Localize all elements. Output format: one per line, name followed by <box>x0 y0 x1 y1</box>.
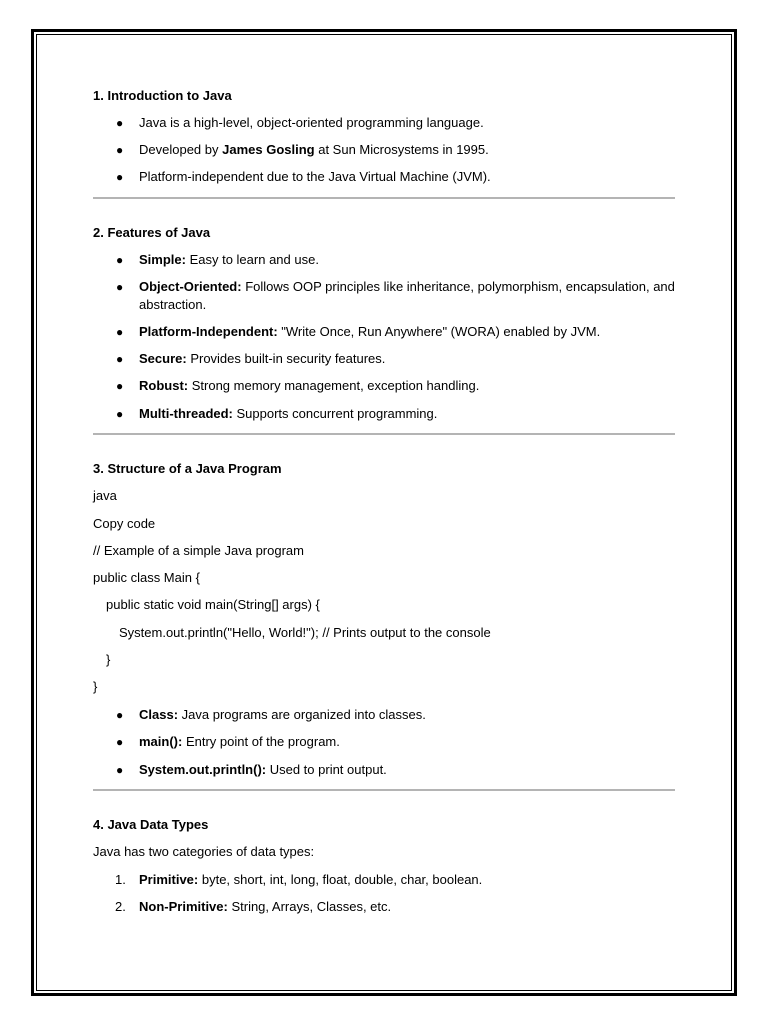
list-item <box>139 871 675 889</box>
bullet-icon: ● <box>116 253 124 267</box>
list-item-text: Developed by <box>139 142 223 157</box>
list-item <box>139 761 675 779</box>
list-item-text: Java is a high-level, object-oriented programming language. <box>139 115 484 130</box>
list-item-bold: System.out.println(): <box>139 762 267 777</box>
bullet-icon: ● <box>116 170 124 184</box>
list-item-text: Easy to learn and use. <box>185 252 319 267</box>
bullet-icon: ● <box>116 407 124 421</box>
list-item-bold: Non-Primitive: <box>139 899 228 914</box>
bullet-icon: ● <box>116 379 124 393</box>
list-item-text: Entry point of the program. <box>182 734 340 749</box>
list-item-bold: Class: <box>139 707 179 722</box>
list-item <box>139 405 675 423</box>
list-item-text: Follows OOP principles like inheritance, polymorphism, encapsulation, and abstraction. <box>139 279 675 312</box>
list-item-bold: main(): <box>139 734 183 749</box>
list-item-bold: Platform-Independent: <box>139 324 278 339</box>
code-line: } <box>93 679 98 694</box>
list-item <box>139 251 675 269</box>
bullet-icon: ● <box>116 280 124 294</box>
list-number: 2. <box>115 899 126 914</box>
list-item-text: Used to print output. <box>266 762 387 777</box>
code-line: // Example of a simple Java program <box>93 543 304 558</box>
list-item-text: "Write Once, Run Anywhere" (WORA) enabled by JVM. <box>277 324 601 339</box>
list-item-bold: Object-Oriented: <box>139 279 242 294</box>
code-language-label: java <box>93 488 117 503</box>
section-heading-introduction: 1. Introduction to Java <box>93 88 232 103</box>
section-divider <box>93 197 675 199</box>
list-item <box>139 350 675 368</box>
bullet-icon: ● <box>116 143 124 157</box>
list-item-text: Java programs are organized into classes. <box>178 707 426 722</box>
code-line: public static void main(String[] args) { <box>106 597 320 612</box>
list-item <box>139 377 675 395</box>
section-divider <box>93 789 675 791</box>
list-item-bold: Robust: <box>139 378 189 393</box>
list-item-bold: Secure: <box>139 351 187 366</box>
list-item-text: Provides built-in security features. <box>186 351 386 366</box>
code-line: System.out.println("Hello, World!"); // Prints output to the console <box>119 625 491 640</box>
list-item <box>139 898 675 916</box>
list-item-text: Supports concurrent programming. <box>232 406 438 421</box>
list-item <box>139 278 675 314</box>
bullet-icon: ● <box>116 116 124 130</box>
list-item <box>139 323 675 341</box>
list-item-text: Platform-independent due to the Java Virtual Machine (JVM). <box>139 169 491 184</box>
paragraph: Java has two categories of data types: <box>93 844 315 859</box>
list-item-bold: James Gosling <box>222 142 315 157</box>
list-item <box>139 141 675 159</box>
list-item-text: byte, short, int, long, float, double, char, boolean. <box>198 872 483 887</box>
code-line: public class Main { <box>93 570 200 585</box>
list-item <box>139 733 675 751</box>
bullet-icon: ● <box>116 763 124 777</box>
list-item-text: at Sun Microsystems in 1995. <box>314 142 489 157</box>
list-item <box>139 114 675 132</box>
list-item-text: Strong memory management, exception handling. <box>188 378 480 393</box>
list-item-text: String, Arrays, Classes, etc. <box>227 899 392 914</box>
bullet-icon: ● <box>116 325 124 339</box>
list-item-bold: Simple: <box>139 252 186 267</box>
list-item <box>139 706 675 724</box>
code-line: } <box>106 652 111 667</box>
section-divider <box>93 433 675 435</box>
list-item <box>139 168 675 186</box>
bullet-icon: ● <box>116 708 124 722</box>
section-heading-features: 2. Features of Java <box>93 225 211 240</box>
section-heading-data-types: 4. Java Data Types <box>93 817 209 832</box>
copy-code-button[interactable]: Copy code <box>93 516 156 531</box>
list-number: 1. <box>115 872 126 887</box>
bullet-icon: ● <box>116 352 124 366</box>
list-item-bold: Multi-threaded: <box>139 406 233 421</box>
list-item-bold: Primitive: <box>139 872 199 887</box>
bullet-icon: ● <box>116 735 124 749</box>
section-heading-structure: 3. Structure of a Java Program <box>93 461 282 476</box>
